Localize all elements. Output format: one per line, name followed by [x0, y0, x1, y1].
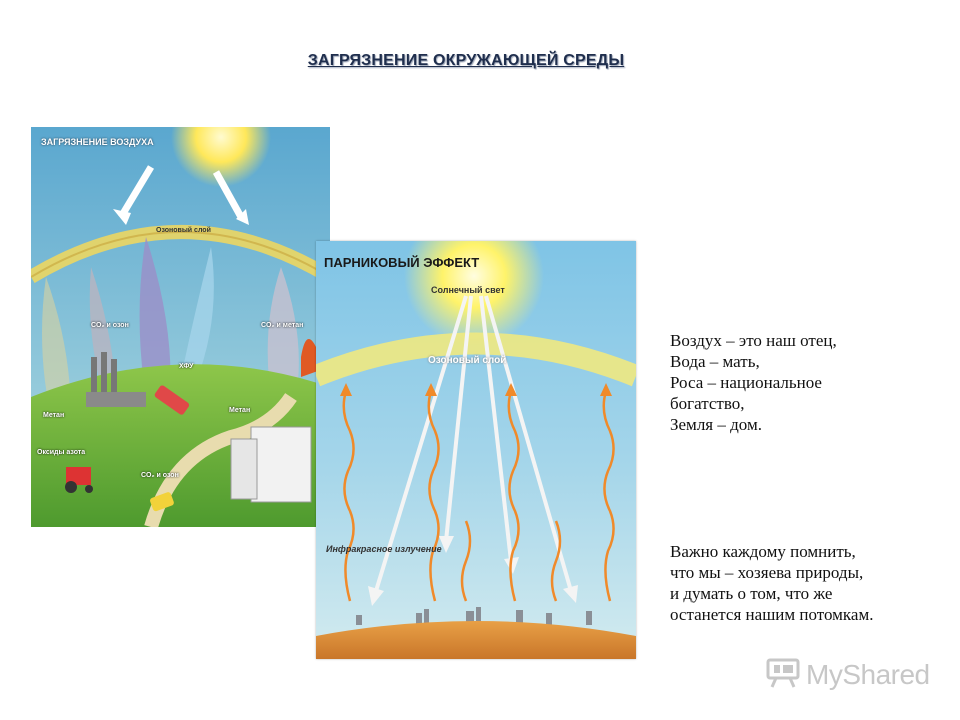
poem-line: Земля – дом.: [670, 415, 762, 434]
label-sunlight: Солнечный свет: [431, 285, 505, 295]
greenhouse-effect-illustration: [316, 241, 636, 659]
poem-line: и думать о том, что же: [670, 584, 833, 603]
poem-line: Важно каждому помнить,: [670, 542, 856, 561]
logo-text: MyShared: [806, 659, 930, 690]
label-ozone-layer-green: Озоновый слой: [428, 355, 507, 366]
label-nitrogen-oxides: Оксиды азота: [37, 449, 86, 456]
poem-line: богатство,: [670, 394, 745, 413]
label-co2-methane: CO₂ и метан: [261, 322, 304, 329]
myshared-logo: [766, 655, 930, 695]
greenhouse-title: ПАРНИКОВЫЙ ЭФФЕКТ: [324, 255, 480, 270]
poem-stanza-2: [670, 541, 873, 625]
air-pollution-illustration: [31, 127, 330, 527]
label-co2-ozone-bottom: CO₂ и озон: [141, 472, 179, 479]
slide-title: ЗАГРЯЗНЕНИЕ ОКРУЖАЮЩЕЙ СРЕДЫ: [307, 52, 625, 69]
poem-line: останется нашим потомкам.: [670, 605, 874, 624]
poem-stanza-1: [670, 330, 837, 435]
poem-line: что мы – хозяева природы,: [670, 563, 864, 582]
label-infrared: Инфракрасное излучение: [326, 544, 442, 554]
poem-line: Вода – мать,: [670, 352, 760, 371]
projector-icon: [766, 658, 800, 693]
air-pollution-title: ЗАГРЯЗНЕНИЕ ВОЗДУХА: [41, 137, 154, 147]
poem-line: Роса – национальное: [670, 373, 822, 392]
label-co2-ozone-top: CO₂ и озон: [91, 322, 129, 329]
label-cfc: ХФУ: [179, 363, 194, 370]
label-ozone-layer: Озоновый слой: [156, 227, 211, 234]
label-methane-right: Метан: [229, 407, 251, 414]
label-methane-left: Метан: [43, 412, 65, 419]
poem-line: Воздух – это наш отец,: [670, 331, 837, 350]
